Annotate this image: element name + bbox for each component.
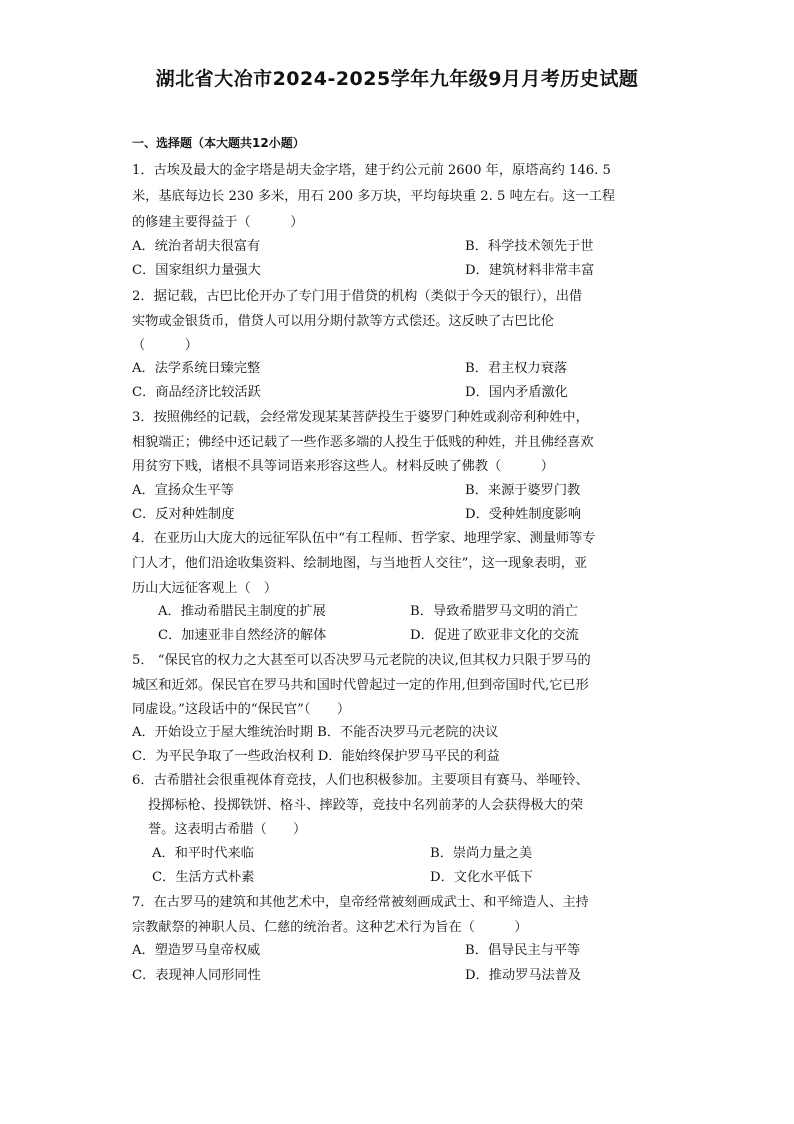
q6-option-a: A．和平时代来临 — [152, 846, 254, 861]
q2-option-a: A．法学系统日臻完整 — [132, 361, 261, 376]
q4-line-3: 历山大远征客观上（ ） — [132, 581, 278, 596]
q1-line-3: 的修建主要得益于（ ） — [132, 215, 304, 230]
q3-option-b: B．来源于婆罗门教 — [465, 483, 581, 498]
q6-line-2: 投掷标枪、投掷铁饼、格斗、摔跤等，竞技中名列前茅的人会获得极大的荣 — [148, 798, 584, 813]
q5-line-1: 5． “保民官的权力之大甚至可以否决罗马元老院的决议,但其权力只限于罗马的 — [132, 653, 591, 668]
q2-line-2: 实物或金银货币，借贷人可以用分期付款等方式偿还。这反映了古巴比伦 — [132, 314, 554, 329]
section-heading: 一、选择题（本大题共12小题） — [132, 136, 305, 150]
q2-line-1: 2．据记载，古巴比伦开办了专门用于借贷的机构（类似于今天的银行），出借 — [132, 289, 583, 304]
q7-option-b: B．倡导民主与平等 — [465, 943, 581, 958]
q1-line-2: 米，基底每边长 230 多米，用石 200 多万块，平均每块重 2. 5 吨左右。这一工程 — [132, 189, 616, 204]
q1-option-a: A．统治者胡夫很富有 — [132, 239, 261, 254]
q5-option-ab: A．开始设立于屋大维统治时期 B．不能否决罗马元老院的决议 — [132, 725, 499, 740]
q5-line-3: 同虚设。”这段话中的“保民官”（ ） — [132, 702, 351, 717]
q3-option-d: D．受种姓制度影响 — [465, 507, 582, 522]
q5-line-2: 城区和近郊。保民官在罗马共和国时代曾起过一定的作用,但到帝国时代,它已形 — [132, 678, 589, 693]
q4-line-1: 4．在亚历山大庞大的远征军队伍中“有工程师、哲学家、地理学家、测量师等专 — [132, 531, 596, 546]
q7-option-c: C．表现神人同形同性 — [132, 968, 261, 983]
q6-option-c: C．生活方式朴素 — [152, 870, 255, 885]
q6-option-d: D．文化水平低下 — [430, 870, 533, 885]
q2-option-d: D．国内矛盾激化 — [465, 385, 568, 400]
q3-option-a: A．宣扬众生平等 — [132, 483, 234, 498]
q3-line-3: 用贫穷下贱，诸根不具等词语来形容这些人。材料反映了佛教（ ） — [132, 459, 554, 474]
q2-option-c: C．商品经济比较活跃 — [132, 385, 261, 400]
q7-option-a: A．塑造罗马皇帝权威 — [132, 943, 261, 958]
q2-option-b: B．君主权力衰落 — [465, 361, 568, 376]
q3-option-c: C．反对种姓制度 — [132, 507, 235, 522]
q6-line-3: 誉。这表明古希腊（ ） — [148, 822, 307, 837]
q6-line-1: 6．古希腊社会很重视体育竞技，人们也积极参加。主要项目有赛马、举哑铃、 — [132, 773, 589, 788]
q7-option-d: D．推动罗马法普及 — [465, 968, 582, 983]
q4-line-2: 门人才，他们沿途收集资料、绘制地图，与当地哲人交往”，这一现象表明，亚 — [132, 556, 588, 571]
q3-line-1: 3．按照佛经的记载，会经常发现某某菩萨投生于婆罗门种姓或刹帝利种姓中， — [132, 410, 589, 425]
q4-option-b: B．导致希腊罗马文明的消亡 — [410, 604, 578, 619]
q1-option-b: B．科学技术领先于世 — [465, 239, 594, 254]
q7-line-1: 7．在古罗马的建筑和其他艺术中，皇帝经常被刻画成武士、和平缔造人、主持 — [132, 895, 589, 910]
q4-option-d: D．促进了欧亚非文化的交流 — [410, 628, 579, 643]
q4-option-a: A．推动希腊民主制度的扩展 — [158, 604, 326, 619]
q1-option-c: C．国家组织力量强大 — [132, 263, 261, 278]
q1-line-1: 1．古埃及最大的金字塔是胡夫金字塔，建于约公元前 2600 年，原塔高约 146. 5 — [132, 163, 611, 178]
q3-line-2: 相貌端正；佛经中还记载了一些作恶多端的人投生于低贱的种姓，并且佛经喜欢 — [132, 435, 594, 450]
q7-line-2: 宗教献祭的神职人员、仁慈的统治者。这种艺术行为旨在（ ） — [132, 920, 528, 935]
q6-option-b: B．崇尚力量之美 — [430, 846, 533, 861]
q2-line-3: （ ） — [132, 338, 198, 353]
q5-option-cd: C．为平民争取了一些政治权利 D．能始终保护罗马平民的利益 — [132, 749, 500, 764]
page-title: 湖北省大冶市2024-2025学年九年级9月月考历史试题 — [155, 68, 639, 90]
q4-option-c: C．加速亚非自然经济的解体 — [158, 628, 327, 643]
q1-option-d: D．建筑材料非常丰富 — [465, 263, 595, 278]
